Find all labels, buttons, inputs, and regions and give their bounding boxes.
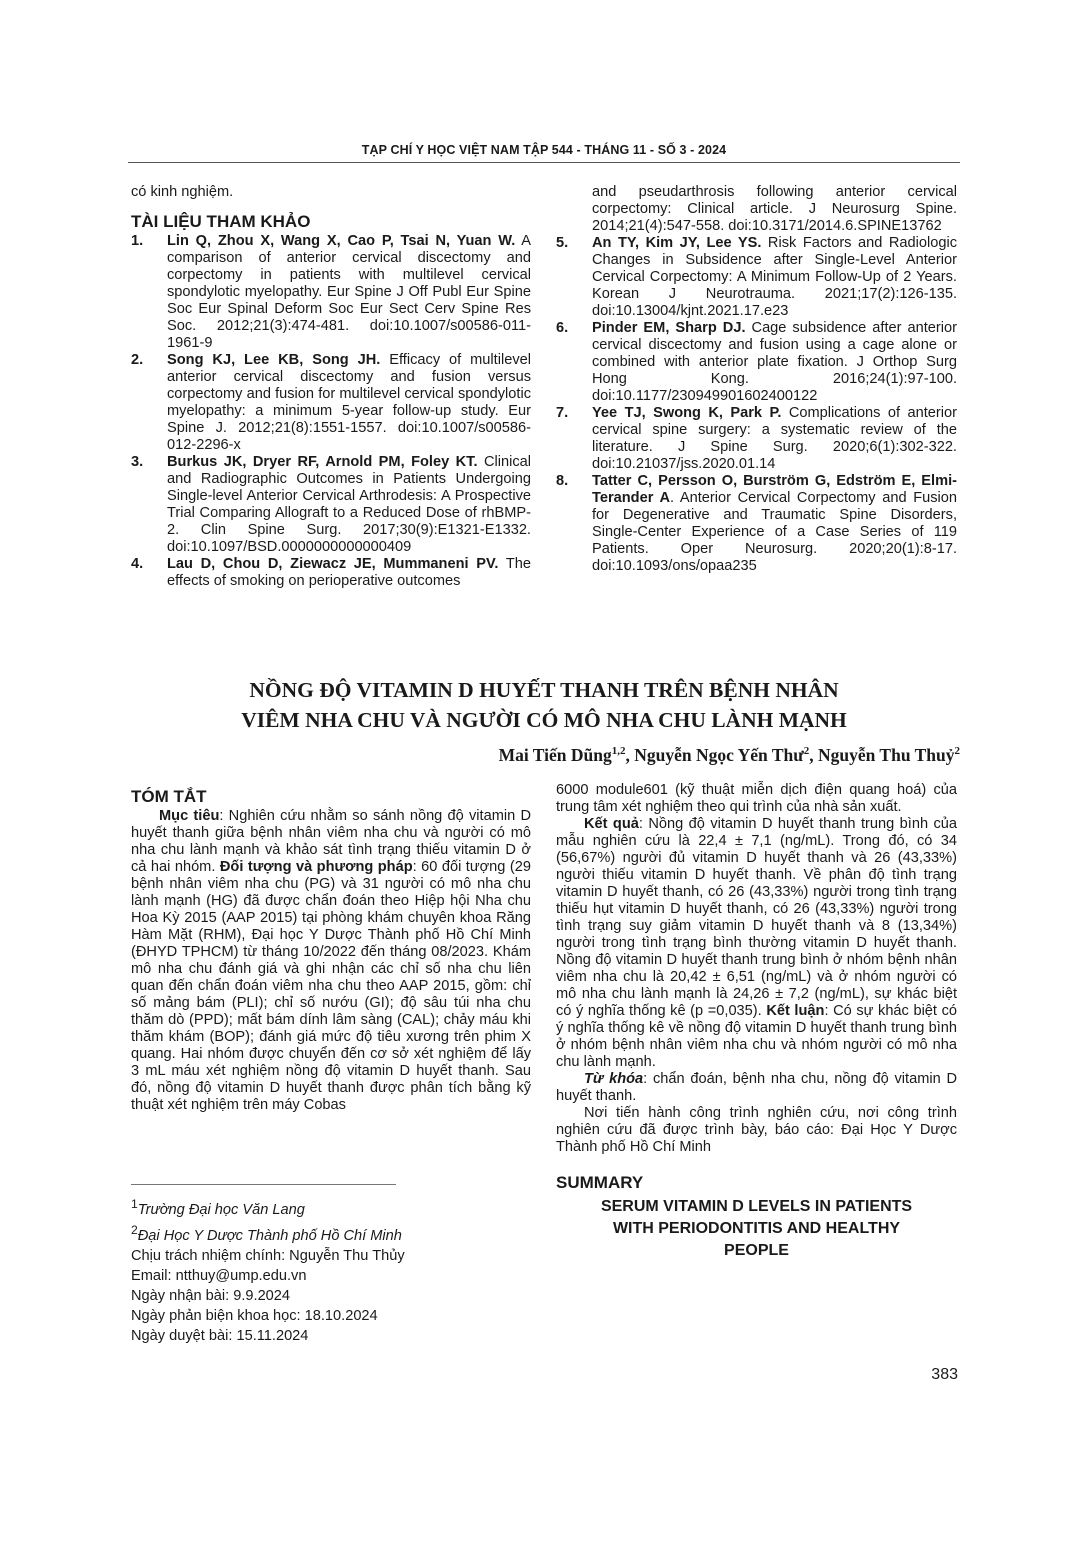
abstract-keywords: Từ khóa: chẩn đoán, bệnh nha chu, nồng độ vitamin D huyết thanh. <box>556 1071 958 1104</box>
author-name: Nguyễn Thu Thuỷ <box>817 745 955 765</box>
reference-item: 7. Yee TJ, Swong K, Park P. Complications of anterior cervical spine surgery: a systematic review of the literature. J Spine Surg. 2020;6(1):302-322. doi:10.21037/jss.2020.01.14 <box>556 405 957 472</box>
date-reviewed: Ngày phản biện khoa học: 18.10.2024 <box>131 1307 378 1324</box>
reference-item: 5. An TY, Kim JY, Lee YS. Risk Factors and Radiologic Changes in Subsidence after Single-Level Anterior Cervical Corpectomy: A Minimum Follow-Up of 2 Years. Korean J Neurotrauma. 2021;17(2):126-135. doi:10.13004/kjnt.2021.17.e23 <box>556 235 958 319</box>
page-number: 383 <box>931 1366 958 1383</box>
summary-subtitle-1: SERUM VITAMIN D LEVELS IN PATIENTS <box>600 1198 913 1215</box>
summary-title: SUMMARY <box>556 1173 644 1192</box>
intro-line: có kinh nghiệm. <box>131 184 234 200</box>
abstract-paragraph-results: Kết quả: Nồng độ vitamin D huyết thanh trung bình của mẫu nghiên cứu là 22,4 ± 7,1 (ng/mL). Trong đó, có 34 (56,67%) người đủ vitamin D huyết thanh và 26 (43,33%) người thiếu vitamin D huyết thanh. Về phân độ tình trạng vitamin D huyết thanh, có 26 (43,33%) người trong tình trạng thiếu hụt vitamin D huyết thanh, có 26 (43,33%) người trong tình trạng suy giảm vitamin D huyết thanh và 8 (13,34%) người trong tình trạng bình thường vitamin D huyết thanh. Nồng độ vitamin D huyết thanh trung bình ở nhóm bệnh nhân viêm nha chu là 20,42 ± 6,51 (ng/mL) và ở nhóm người có mô nha chu lành mạnh là 24,26 ± 7,2 (ng/mL), sự khác biệt có ý nghĩa thống kê (p =0,035). Kết luận: Có sự khác biệt có ý nghĩa thống kê về nồng độ vitamin D huyết thanh trung bình ở nhóm bệnh nhân viêm nha chu và nhóm người có mô nha chu lành mạnh. <box>556 816 958 1070</box>
abstract-left-column <box>131 786 531 1114</box>
affiliation-1: $^1$Trường Đại học Văn Lang <box>131 1197 305 1218</box>
author-affiliation-sup: 1,2 <box>611 745 626 758</box>
reference-item: 1. Lin Q, Zhou X, Wang X, Cao P, Tsai N, Yuan W. A comparison of anterior cervical discectomy and corpectomy in patients with multilevel cervical spondylotic myelopathy. Eur Spine J Off Publ Eur Spine Soc Eur Spinal Deform Soc Eur Sect Cerv Spine Res Soc. 2012;21(3):474-481. doi:10.1007/s00586-011-1961-9 <box>131 233 532 351</box>
author-affiliation-sup: 2 <box>954 745 960 758</box>
abstract-paragraph-objective: Mục tiêu: Nghiên cứu nhằm so sánh nồng độ vitamin D huyết thanh giữa bệnh nhân viêm nha chu và người có mô nha chu lành mạnh và khảo sát tình trạng thiếu vitamin D ở cả hai nhóm. Đối tượng và phương pháp: 60 đối tượng (29 bệnh nhân viêm nha chu (PG) và 31 người có mô nha chu lành mạnh (HG) đã được chẩn đoán theo Hiệp hội Nha chu Hoa Kỳ 2015 (AAP 2015) tại phòng khám chuyên khoa Răng Hàm Mặt (RHM), Đại học Y Dược Thành phố Hồ Chí Minh (ĐHYD TPHCM) từ tháng 10/2022 đến tháng 08/2023. Khám mô nha chu đánh giá và ghi nhận các chỉ số nha chu liên quan đến chẩn đoán viêm nha chu theo AAP 2015, gồm: chỉ số mảng bám (PLI); chỉ số nướu (GI); độ sâu túi nha chu thăm dò (PPD); mất bám dính lâm sàng (CAL); chảy máu khi thăm khám (BOP); đánh giá mức độ tiêu xương trên phim X quang. Hai nhóm được chuyển đến cơ sở xét nghiệm để lấy 3 mL máu xét nghiệm nồng độ vitamin D huyết thanh. Sau đó, nồng độ vitamin D huyết thanh được phân tích bằng kỹ thuật xét nghiệm trên máy Cobas <box>131 808 531 1113</box>
article-title-line-2: VIÊM NHA CHU VÀ NGƯỜI CÓ MÔ NHA CHU LÀNH MẠNH <box>241 708 847 732</box>
footnote-rule <box>131 1184 396 1185</box>
abstract-title: TÓM TẮT <box>131 787 207 806</box>
abstract-venue-note: Nơi tiến hành công trình nghiên cứu, nơi công trình nghiên cứu đã được trình bày, báo cáo: Đại Học Y Dược Thành phố Hồ Chí Minh <box>556 1105 957 1155</box>
reference-item: 3. Burkus JK, Dryer RF, Arnold PM, Foley KT. Clinical and Radiographic Outcomes in Patients Undergoing Single-level Anterior Cervical Arthrodesis: A Prospective Trial Comparing Allograft to a Reduced Dose of rhBMP-2. Clin Spine Surg. 2017;30(9):E1321-E1332. doi:10.1097/BSD.0000000000000409 <box>131 454 531 555</box>
summary-subtitle-2: WITH PERIODONTITIS AND HEALTHY <box>612 1220 901 1237</box>
right-column-top <box>556 184 957 575</box>
footnotes <box>131 1194 531 1346</box>
corresponding-author: Chịu trách nhiệm chính: Nguyễn Thu Thủy <box>131 1247 405 1264</box>
reference-item: 8. Tatter C, Persson O, Burström G, Edström E, Elmi-Terander A. Anterior Cervical Corpectomy and Fusion for Degenerative and Traumatic Spine Disorders, Single-Center Experience of a Case Series of 119 Patients. Oper Neurosurg. 2020;20(1):8-17. doi:10.1093/ons/opaa235 <box>556 473 958 574</box>
author-name: Mai Tiến Dũng <box>498 745 612 765</box>
author-affiliation-sup: 2 <box>803 745 810 758</box>
reference-item: 2. Song KJ, Lee KB, Song JH. Efficacy of multilevel anterior cervical discectomy and fusion versus corpectomy and fusion for multilevel cervical spondylotic myelopathy: a minimum 5-year follow-up study. Eur Spine J. 2012;21(8):1551-1557. doi:10.1007/s00586-012-2296-x <box>131 352 531 453</box>
abstract-paragraph-continued: 6000 module601 (kỹ thuật miễn dịch điện quang hoá) của trung tâm xét nghiệm theo qui trình của nhà sản xuất. <box>556 782 957 815</box>
author-list: Mai Tiến Dũng$^{1,2}$, Nguyễn Ngọc Yến Thư$^2$, Nguyễn Thu Thuỷ$^2$ <box>498 745 960 765</box>
reference-item: 6. Pinder EM, Sharp DJ. Cage subsidence after anterior cervical discectomy and fusion using a cage alone or combined with anterior plate fixation. J Orthop Surg Hong Kong. 2016;24(1):97-100. doi:10.1177/230949901602400122 <box>556 320 957 404</box>
article-title-line-1: NỒNG ĐỘ VITAMIN D HUYẾT THANH TRÊN BỆNH NHÂN <box>249 678 839 702</box>
author-name: Nguyễn Ngọc Yến Thư <box>634 745 804 765</box>
abstract-right-column <box>556 782 957 1262</box>
journal-header: TẠP CHÍ Y HỌC VIỆT NAM TẬP 544 - THÁNG 11 - SỐ 3 - 2024 <box>361 143 727 157</box>
date-accepted: Ngày duyệt bài: 15.11.2024 <box>131 1327 309 1344</box>
header-rule <box>128 162 960 163</box>
reference-item: 4. Lau D, Chou D, Ziewacz JE, Mummaneni PV. The effects of smoking on perioperative outcomes <box>131 556 531 589</box>
reference-item-continued: and pseudarthrosis following anterior cervical corpectomy: Clinical article. J Neurosurg Spine. 2014;21(4):547-558. doi:10.3171/2014.6.SPINE13762 <box>592 184 957 234</box>
date-received: Ngày nhận bài: 9.9.2024 <box>131 1287 291 1304</box>
reference-list-left <box>131 233 531 590</box>
references-title: TÀI LIỆU THAM KHẢO <box>131 212 311 231</box>
reference-list-right <box>556 184 957 575</box>
left-column-top <box>131 184 531 590</box>
affiliation-2: $^2$Đại Học Y Dược Thành phố Hồ Chí Minh <box>131 1222 402 1244</box>
summary-subtitle-3: PEOPLE <box>724 1242 789 1259</box>
email: Email: ntthuy@ump.edu.vn <box>131 1267 307 1284</box>
